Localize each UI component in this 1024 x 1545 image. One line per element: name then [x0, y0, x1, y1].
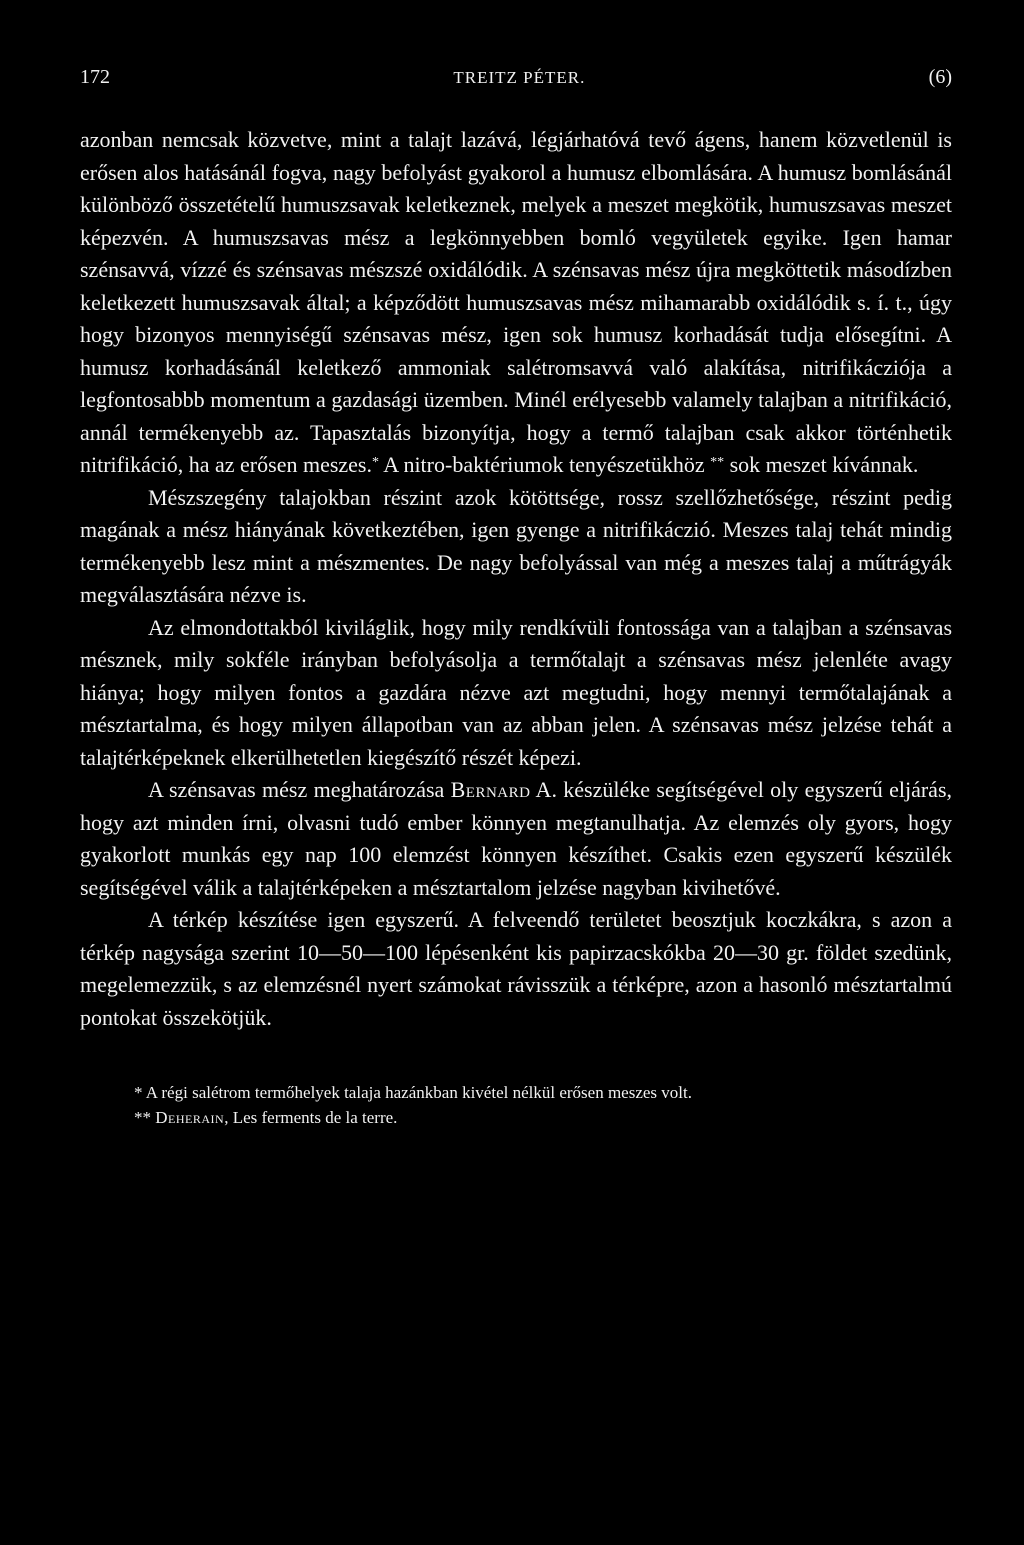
footnote-1: [80, 1080, 952, 1105]
paragraph-1-text: azonban nemcsak közvetve, mint a talajt lazává, légjárhatóvá tevő ágens, hanem közvetlenül is erősen alos hatásánál fogva, nagy befolyást gyakorol a humusz elbomlására. A humusz bomlásánál különböző összetételű humuszsavak keletkeznek, melyek a meszet megkötik, humuszsavas meszet képezvén. A humuszsavas mész a legkönnyebben bomló vegyületek egyike. Igen hamar szénsavvá, vízzé és szénsavas mészszé oxidálódik. A szénsavas mész újra megköttetik másodízben keletkezett humuszsavak által; a képződött humuszsavas mész mihamarabb oxidálódik s. í. t., úgy hogy bizonyos mennyiségű szénsavas mész, igen sok humusz korhadását tudja elősegítni. A humusz korhadásánál keletkező ammoniak salétromsavvá való alakítása, nitrifikácziója a legfontosabbb momentum a gazdasági üzemben. Minél erélyesebb valamely talajban a nitrifikáció, annál termékenyebb az. Tapasztalás bizonyítja, hogy a termő talajban csak akkor történhetik nitrifikáció, ha az erősen meszes.: [80, 127, 952, 477]
paragraph-1-tail-b: sok meszet kívánnak.: [724, 452, 919, 477]
footnote-2: [80, 1105, 952, 1130]
paragraph-3: Az elmondottakból kiviláglik, hogy mily rendkívüli fontossága van a talajban a szénsavas mésznek, mily sokféle irányban befolyásolja a termőtalajt a szénsavas mész jelenléte avagy hiánya; hogy milyen fontos a gazdára nézve azt megtudni, hogy mennyi termőtalajának a mésztartalma, és hogy milyen állapotban van az abban jelen. A szénsavas mész jelzése tehát a talajtérképeknek elkerülhetetlen kiegészítő részét képezi.: [80, 614, 952, 770]
footnote-ref-1: *: [371, 455, 379, 470]
footnote-2-author: Deherain: [155, 1108, 225, 1127]
paragraph-2: Mészszegény talajokban részint azok kötöttsége, rossz szellőzhetősége, részint pedig magának a mész hiányának következtében, igen gyenge a nitrifikáczió. Meszes talaj tehát mindig termékenyebb lesz mint a mészmentes. De nagy befolyással van még a meszes talaj a műtrágyák megválasztására nézve is.: [80, 484, 952, 607]
footnote-2-text: , Les ferments de la terre.: [224, 1108, 398, 1127]
paragraph-4-text-b: A. készüléke segítségével oly egyszerű eljárás, hogy azt minden írni, olvasni tudó ember könnyen megtanulhatja. Az elemzés oly gyors, hogy gyakorlott munkás egy nap 100 elemzést könnyen készíthet. Csakis ezen egyszerű készülék segítségével válik a talajtérképeken a mésztartalom jelzése nagyban kivihetővé.: [80, 777, 952, 900]
running-head: [80, 66, 952, 96]
footnote-1-text: A régi salétrom termőhelyek talaja hazánkban kivétel nélkül erősen meszes volt.: [142, 1083, 692, 1102]
footnotes: [80, 1080, 952, 1130]
paragraph-1: [80, 124, 952, 482]
paragraph-5: A térkép készítése igen egyszerű. A felveendő területet beosztjuk koczkákra, s azon a térkép nagysága szerint 10—50—100 lépésenként kis papirzacskókba 20—30 gr. földet szedünk, megelemezzük, s az elemzésnél nyert számokat rávisszük a térképre, azon a hasonló mésztartalmú pontokat összekötjük.: [80, 907, 952, 1030]
author-name-bernard: Bernard: [450, 777, 531, 802]
paragraph-4: [80, 774, 952, 904]
paragraph-4-text-a: A szénsavas mész meghatározása: [148, 777, 451, 802]
footnote-2-marker: **: [134, 1108, 151, 1127]
footnote-1-marker: *: [134, 1083, 143, 1102]
paragraph-1-tail-a: A nitro-baktériumok tenyészetükhöz: [378, 452, 705, 477]
page-number: 172: [80, 66, 110, 88]
section-number: (6): [928, 66, 952, 88]
document-page: [80, 66, 952, 1130]
running-title: TREITZ PÉTER.: [453, 68, 586, 87]
body-text: [80, 124, 952, 1034]
footnote-ref-2: **: [710, 455, 725, 470]
